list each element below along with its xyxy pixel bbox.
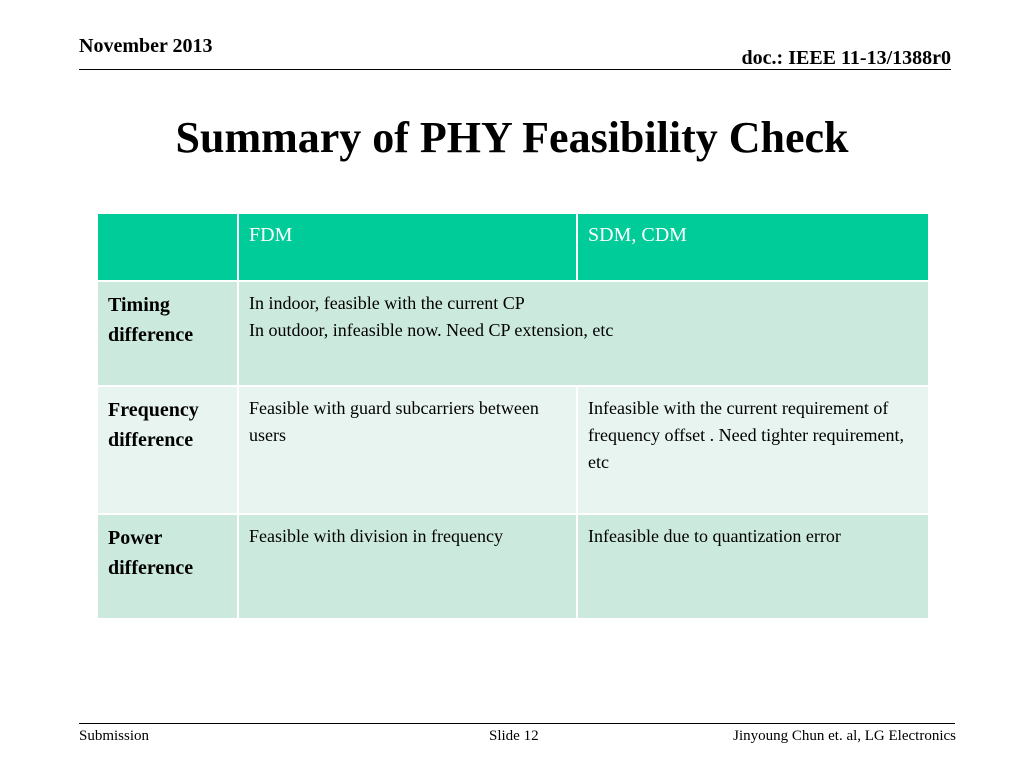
frequency-sdm-cdm-cell: Infeasible with the current requirement of frequency offset . Need tighter requirement, etc <box>577 386 929 514</box>
row-label-frequency: Frequency difference <box>97 386 238 514</box>
header-divider <box>79 69 951 70</box>
column-header-sdm-cdm: SDM, CDM <box>577 213 929 281</box>
frequency-fdm-cell: Feasible with guard subcarriers between users <box>238 386 577 514</box>
table-row-power <box>97 514 929 619</box>
header-doc-id: doc.: IEEE 11-13/1388r0 <box>741 47 951 69</box>
table-header-row <box>97 213 929 281</box>
slide-title: Summary of PHY Feasibility Check <box>175 113 849 162</box>
row-label-timing: Timing difference <box>97 281 238 386</box>
footer-submission: Submission <box>79 728 150 744</box>
power-sdm-cdm-cell: Infeasible due to quantization error <box>577 514 929 619</box>
feasibility-table <box>96 212 930 620</box>
column-header-empty <box>97 213 238 281</box>
row-label-power: Power difference <box>97 514 238 619</box>
footer-slide-number: Slide 12 <box>489 728 539 744</box>
timing-merged-cell <box>238 281 929 386</box>
table-row-frequency <box>97 386 929 514</box>
header-date: November 2013 <box>79 35 213 57</box>
power-fdm-cell: Feasible with division in frequency <box>238 514 577 619</box>
timing-line-outdoor: In outdoor, infeasible now. Need CP extension, etc <box>249 320 614 340</box>
table-row-timing <box>97 281 929 386</box>
footer-divider <box>79 723 955 724</box>
footer-author: Jinyoung Chun et. al, LG Electronics <box>733 728 956 744</box>
timing-line-indoor: In indoor, feasible with the current CP <box>249 293 525 313</box>
column-header-fdm: FDM <box>238 213 577 281</box>
